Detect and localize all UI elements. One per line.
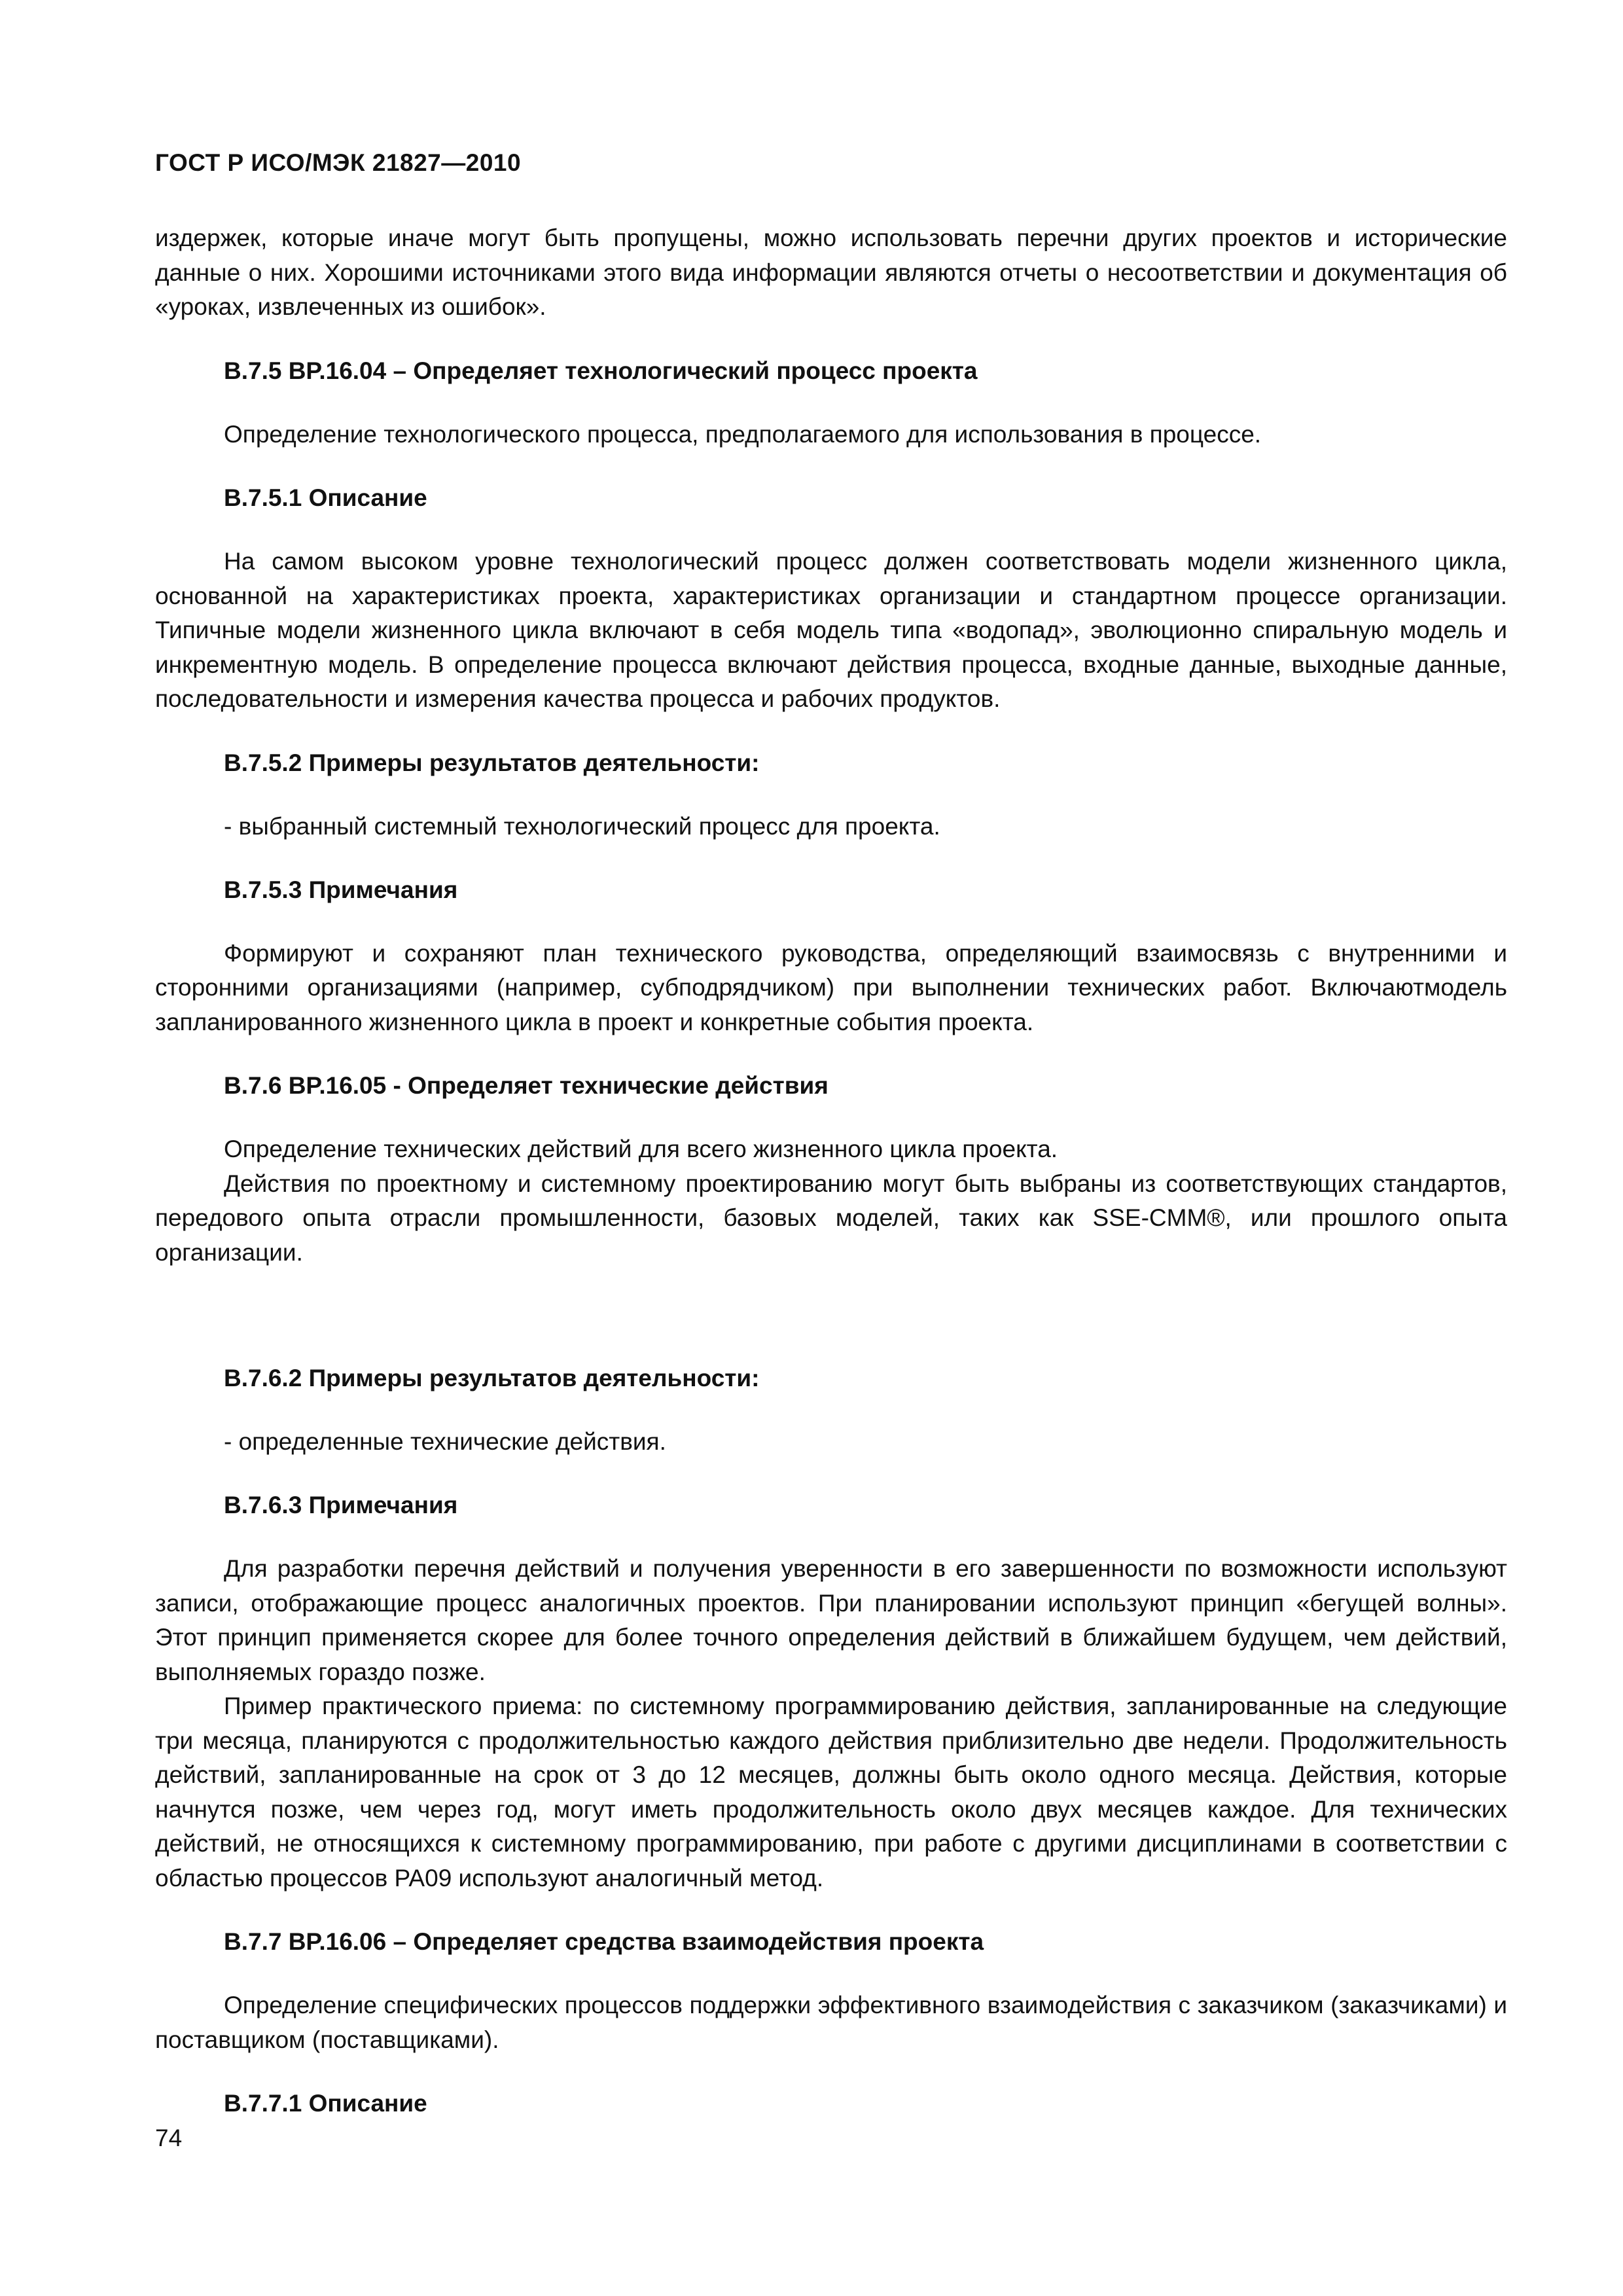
section-heading-b77: B.7.7 BP.16.06 – Определяет средства взаимодействия проекта	[224, 1928, 984, 1955]
list-item-b752: - выбранный системный технологический процесс для проекта.	[224, 812, 940, 840]
section-heading-b753: B.7.5.3 Примечания	[224, 876, 458, 903]
section-text-b76-2: Действия по проектному и системному проектированию могут быть выбраны из соответствующих стандартов, передового опыта отрасли промышленности, базовых моделей, таких как SSE-CMM®, или прошлого опыта организации.	[155, 1170, 1507, 1266]
section-text-b763-2: Пример практического приема: по системному программированию действия, запланированные на следующие три месяца, планируются с продолжительностью каждого действия приблизительно две недели. Продолжительность действий, запланированные на срок от 3 до 12 месяцев, должны быть около одного месяца. Действия, которые начнутся позже, чем через год, могут иметь продолжительность около двух месяцев каждое. Для технических действий, не относящихся к системному программированию, при работе с другими дисциплинами в соответствии с областью процессов PA09 используют аналогичный метод.	[155, 1693, 1507, 1892]
section-heading-b771: B.7.7.1 Описание	[224, 2090, 427, 2117]
section-heading-b752: B.7.5.2 Примеры результатов деятельности:	[224, 749, 760, 776]
section-text-b76-1: Определение технических действий для всего жизненного цикла проекта.	[224, 1136, 1058, 1162]
document-header-title: ГОСТ Р ИСО/МЭК 21827—2010	[155, 149, 522, 176]
section-heading-b76: B.7.6 BP.16.05 - Определяет технические действия	[224, 1072, 829, 1099]
section-text-b77: Определение специфических процессов поддержки эффективного взаимодействия с заказчиком (заказчиками) и поставщиком (поставщиками).	[155, 1992, 1507, 2053]
intro-paragraph: издержек, которые иначе могут быть пропущены, можно использовать перечни других проектов и исторические данные о них. Хорошими источниками этого вида информации являются отчеты о несоответствии и документация об «уроках, извлеченных из ошибок».	[155, 224, 1507, 320]
section-heading-b751: B.7.5.1 Описание	[224, 484, 427, 511]
page-number: 74	[155, 2125, 183, 2151]
list-item-b762: - определенные технические действия.	[224, 1428, 666, 1455]
section-heading-b763: B.7.6.3 Примечания	[224, 1492, 458, 1518]
section-text-b763-1: Для разработки перечня действий и получения уверенности в его завершенности по возможности используют записи, отображающие процесс аналогичных проектов. При планировании используют принцип «бегущей волны». Этот принцип применяется скорее для более точного определения действий в ближайшем будущем, чем действий, выполняемых гораздо позже.	[155, 1555, 1507, 1685]
section-heading-b75: B.7.5 BP.16.04 – Определяет технологический процесс проекта	[224, 357, 978, 384]
section-text-b75: Определение технологического процесса, предполагаемого для использования в процессе.	[224, 420, 1262, 448]
section-heading-b762: B.7.6.2 Примеры результатов деятельности:	[224, 1365, 760, 1391]
section-text-b753: Формируют и сохраняют план технического руководства, определяющий взаимосвязь с внутренними и сторонними организациями (например, субподрядчиком) при выполнении технических работ. Включаютмодель запланированного жизненного цикла в проект и конкретные события проекта.	[155, 939, 1507, 1035]
section-text-b751: На самом высоком уровне технологический процесс должен соответствовать модели жизненного цикла, основанной на характеристиках проекта, характеристиках организации и стандартном процессе организации. Типичные модели жизненного цикла включают в себя модель типа «водопад», эволюционно спиральную модель и инкрементную модель. В определение процесса включают действия процесса, входные данные, выходные данные, последовательности и измерения качества процесса и рабочих продуктов.	[155, 548, 1507, 712]
document-body	[155, 221, 1507, 2121]
